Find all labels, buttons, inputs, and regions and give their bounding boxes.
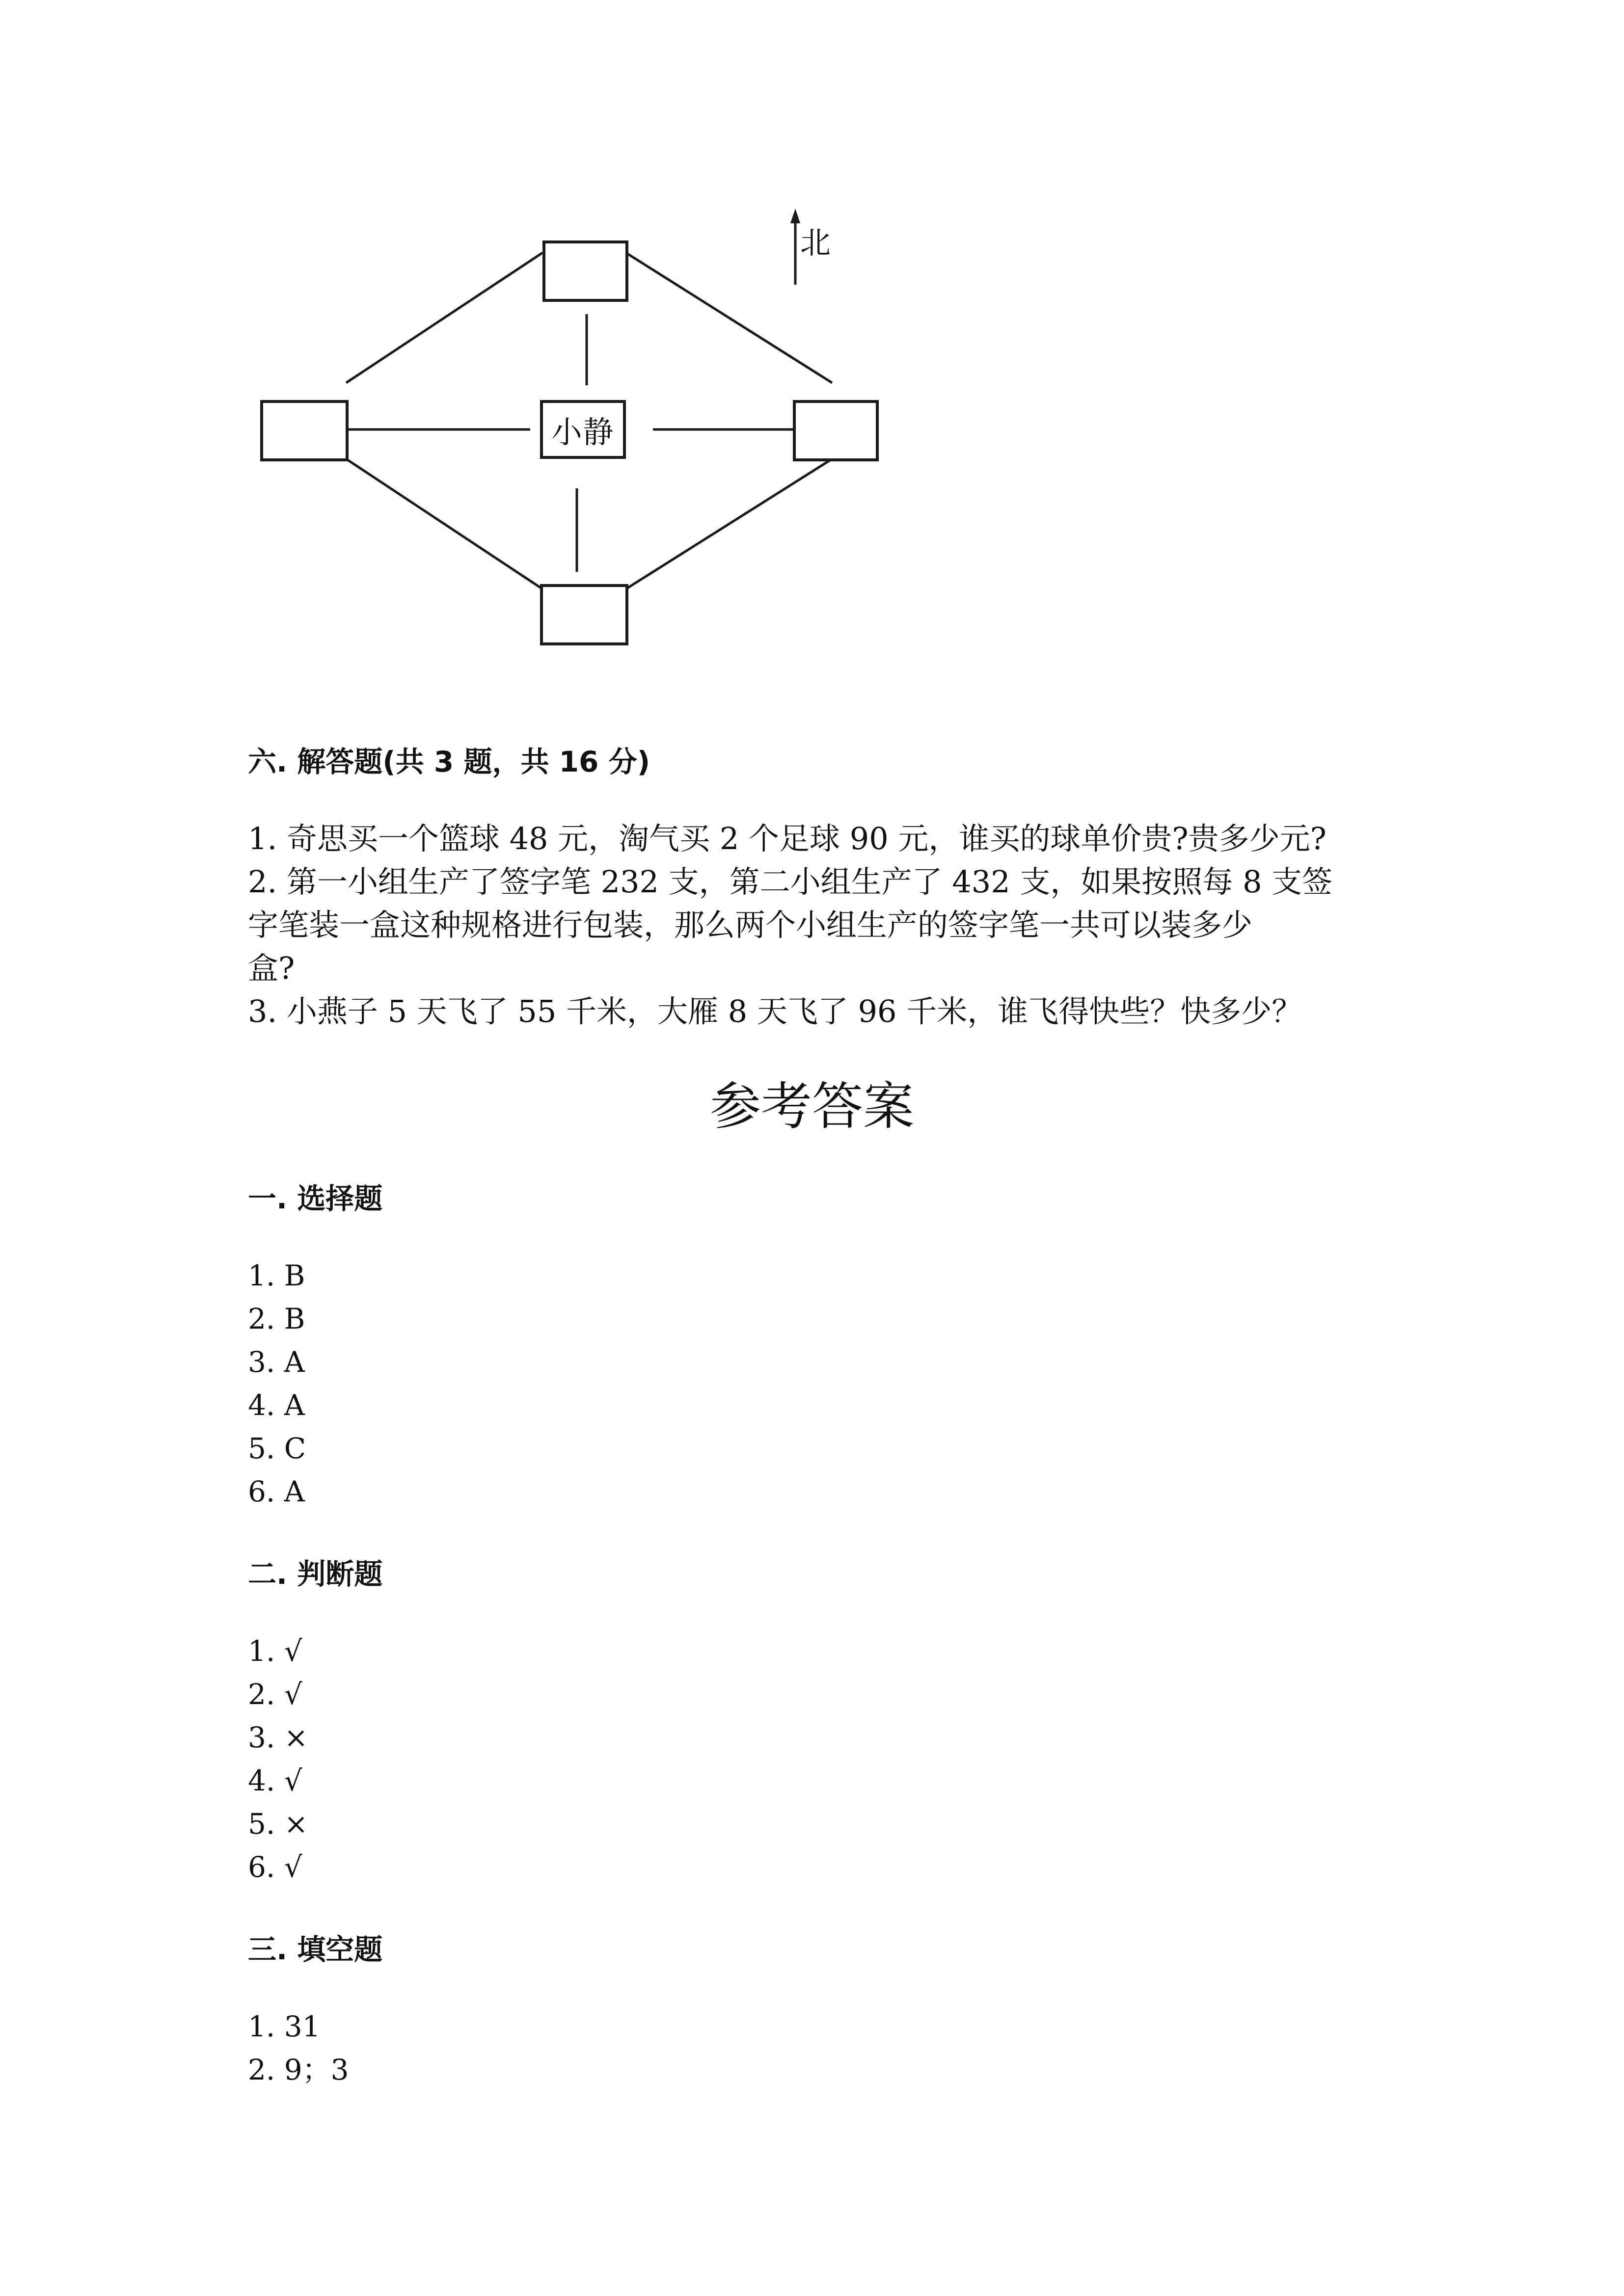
part3-answer-1: 1. 31 xyxy=(248,2010,321,2043)
part2-answer-3: 3. × xyxy=(248,1721,308,1754)
section6-heading: 六. 解答题(共 3 题，共 16 分) xyxy=(248,745,650,778)
line-bottom-left xyxy=(346,459,542,589)
center-label: 小静 xyxy=(551,414,615,450)
part1-answer-4: 4. A xyxy=(248,1388,305,1422)
box-north xyxy=(542,240,628,302)
part2-answer-4: 4. √ xyxy=(248,1764,302,1797)
part3-heading: 三. 填空题 xyxy=(248,1933,383,1966)
line-top-left xyxy=(346,253,542,383)
part2-answer-5: 5. × xyxy=(248,1807,308,1841)
box-center xyxy=(540,400,626,459)
box-east xyxy=(793,400,879,461)
section6-question-3: 3. 小燕子 5 天飞了 55 千米，大雁 8 天飞了 96 千米，谁飞得快些？快多少？ xyxy=(248,993,1302,1029)
section6-question-1: 1. 奇思买一个篮球 48 元，淘气买 2 个足球 90 元，谁买的球单价贵?贵多少元? xyxy=(248,821,1326,856)
north-arrow-head xyxy=(790,209,800,223)
part1-answer-5: 5. C xyxy=(248,1432,306,1465)
box-west xyxy=(260,400,349,461)
part1-answer-1: 1. B xyxy=(248,1259,305,1292)
section6-question-2-cont: 字笔装一盒这种规格进行包装，那么两个小组生产的签字笔一共可以装多少 xyxy=(248,907,1253,943)
part2-heading: 二. 判断题 xyxy=(248,1557,383,1591)
part1-answer-3: 3. A xyxy=(248,1345,305,1379)
line-bottom-right xyxy=(626,459,832,589)
section6-question-2: 2. 第一小组生产了签字笔 232 支，第二小组生产了 432 支，如果按照每 8 支签 xyxy=(248,864,1333,900)
box-south xyxy=(540,584,628,645)
direction-diagram xyxy=(245,196,933,663)
line-top-right xyxy=(626,253,832,383)
part1-answer-2: 2. B xyxy=(248,1302,305,1335)
north-label: 北 xyxy=(800,225,831,261)
part2-answer-6: 6. √ xyxy=(248,1850,302,1884)
part2-answer-2: 2. √ xyxy=(248,1678,302,1711)
section6-question-2-end: 盒? xyxy=(248,950,295,986)
part3-answer-2: 2. 9；3 xyxy=(248,2053,349,2086)
part2-answer-1: 1. √ xyxy=(248,1634,302,1668)
answers-title: 参考答案 xyxy=(709,1076,914,1136)
part1-heading: 一. 选择题 xyxy=(248,1182,383,1215)
part1-answer-6: 6. A xyxy=(248,1475,305,1508)
